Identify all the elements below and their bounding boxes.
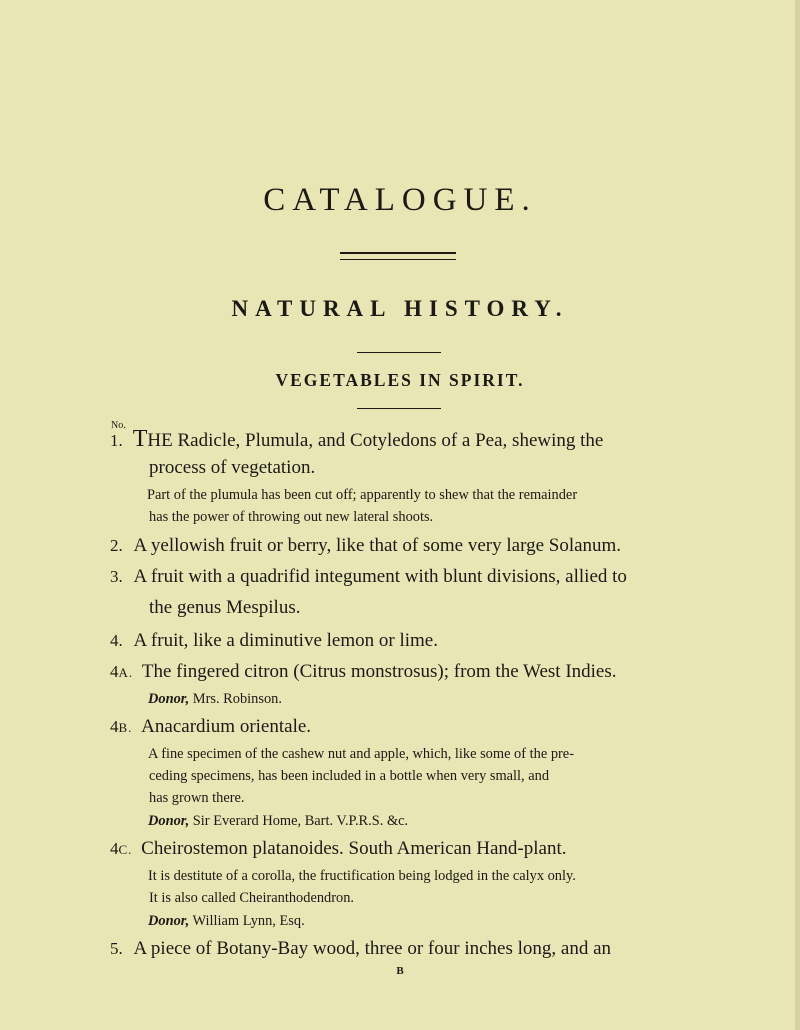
entry-text: The fingered citron (Citrus monstrosus); from the West Indies. (141, 661, 617, 682)
entry-text: A yellowish fruit or berry, like that of some very large Solanum. (133, 535, 622, 556)
entry-text: A fruit with a quadrifid integument with blunt divisions, allied to (133, 566, 627, 587)
double-rule (340, 252, 456, 260)
entry-number: 5. (110, 939, 123, 958)
entry-number: 2. (110, 536, 123, 555)
page-edge (795, 0, 800, 1030)
entry-number: 4 (110, 717, 119, 736)
entry-text: A fruit, like a diminutive lemon or lime. (133, 630, 438, 651)
entry-text: HE Radicle, Plumula, and Cotyledons of a Pea, shewing the (147, 430, 604, 451)
entry-text-continued: the genus Mespilus. (149, 597, 301, 618)
number-label: No. (111, 420, 126, 431)
entry-number: 4 (110, 839, 119, 858)
entry-suffix: B. (118, 720, 133, 735)
donor-line (148, 813, 408, 830)
section-heading: NATURAL HISTORY. (231, 296, 569, 321)
entry-4c (110, 838, 566, 860)
donor-label: Donor, (148, 813, 190, 829)
entry-2 (110, 535, 621, 557)
entry-note: has the power of throwing out new lateral shoots. (149, 509, 434, 525)
entry-number: 1. (110, 431, 123, 450)
rule-bottom (357, 408, 441, 409)
drop-letter: T (132, 426, 148, 452)
rule-top (357, 352, 441, 353)
signature-mark: B (396, 965, 404, 977)
entry-4a (110, 661, 617, 683)
donor-name: Sir Everard Home, Bart. V.P.R.S. &c. (189, 813, 409, 829)
entry-note: has grown there. (149, 790, 245, 806)
entry-note: A fine specimen of the cashew nut and apple, which, like some of the pre- (148, 746, 574, 762)
catalogue-title: CATALOGUE. (263, 182, 537, 218)
entry-note: It is also called Cheiranthodendron. (149, 890, 355, 906)
donor-label: Donor, (148, 691, 190, 707)
entry-4b (110, 716, 311, 738)
entry-5 (110, 938, 611, 960)
entry-number: 4. (110, 631, 123, 650)
entry-text: Anacardium orientale. (141, 716, 312, 737)
entry-note: It is destitute of a corolla, the fructification being lodged in the calyx only. (148, 868, 576, 884)
entry-suffix: A. (118, 665, 134, 680)
entry-4 (110, 630, 438, 652)
entry-text: A piece of Botany-Bay wood, three or four inches long, and an (133, 938, 612, 959)
donor-line (148, 913, 305, 930)
entry-suffix: C. (118, 842, 133, 857)
entry-note: Part of the plumula has been cut off; apparently to shew that the remainder (147, 487, 578, 503)
donor-name: William Lynn, Esq. (189, 913, 305, 929)
entry-3 (110, 566, 627, 588)
entry-number: 3. (110, 567, 123, 586)
donor-name: Mrs. Robinson. (189, 691, 282, 707)
entry-note: ceding specimens, has been included in a bottle when very small, and (149, 768, 550, 784)
entry-text: Cheirostemon platanoides. South American Hand-plant. (141, 838, 567, 859)
entry-number: 4 (110, 662, 119, 681)
subsection-heading: VEGETABLES IN SPIRIT. (275, 370, 525, 390)
entry-text-continued: process of vegetation. (149, 457, 316, 478)
donor-label: Donor, (148, 913, 190, 929)
entry-1 (110, 426, 603, 453)
donor-line (148, 691, 282, 708)
